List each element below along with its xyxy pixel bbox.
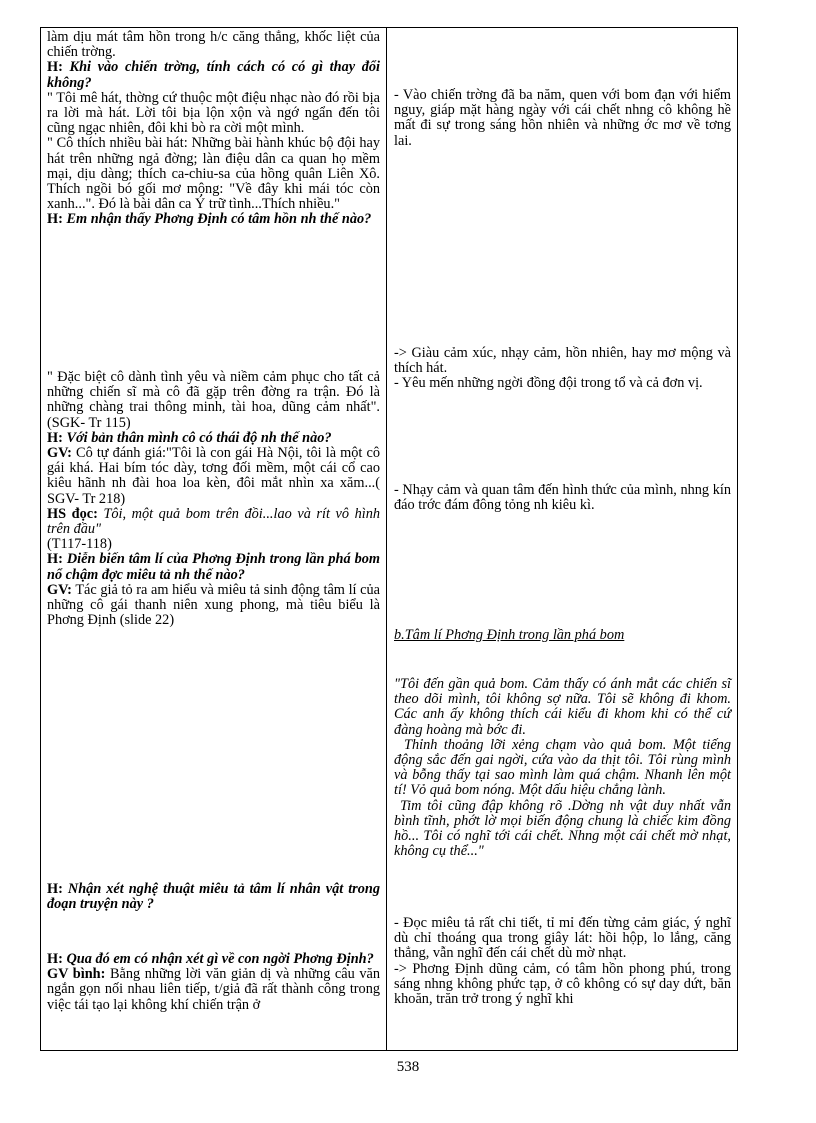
answer-paragraph: - Nhạy cảm và quan tâm đến hình thức của mình, nhng kín đáo trớc đám đông tỏng nh kiêu kì. <box>394 482 731 514</box>
teacher-note <box>47 583 380 629</box>
right-column <box>394 28 731 1050</box>
question-label: H: <box>47 881 63 897</box>
quote-paragraph: Tim tôi cũng đập không rõ .Dờng nh vật duy nhất vẫn bình tĩnh, phớt lờ mọi biến động chung là chiếc kim đồng hồ... Tôi có nghĩ tới cái chết. Nhng một cái chết mờ nhạt, không cụ thể..." <box>394 797 731 860</box>
question-label: H: <box>47 429 63 446</box>
content-table <box>40 27 738 1051</box>
question-text: Em nhận thấy Phơng Định có tâm hồn nh thế nào? <box>66 211 372 228</box>
student-label: HS đọc: <box>47 505 98 522</box>
question-text: Khi vào chiến trờng, tính cách có có gì thay đổi không? <box>47 59 380 91</box>
answer-paragraph: - Vào chiến trờng đã ba năm, quen với bom đạn với hiểm nguy, giáp mặt hàng ngày với cái chết nhng cô không hề mất đi sự trong sáng hồn nhiên và những ớc mơ về tơng lai. <box>394 87 731 149</box>
question-block <box>47 552 380 582</box>
left-paragraph: " Cô thích nhiều bài hát: Những bài hành khúc bộ đội hay hát trên những ngả đờng; làn điệu dân ca quan họ mềm mại, dịu dàng; thích ca-chiu-sa của hồng quân Liên Xô. Thích ngồi bó gối mơ mộng: "Về đây khi mái tóc còn xanh...". Đó là bài dân ca Ý trữ tình...Thích nhiều." <box>47 135 380 213</box>
left-paragraph: " Đặc biệt cô dành tình yêu và niềm cảm phục cho tất cả những chiến sĩ mà cô đã gặp trên đờng ra trận. Đó là những chàng trai thông minh, tài hoa, dũng cảm nhất". (SGK- Tr 115) <box>47 369 380 431</box>
answer-paragraph: -> Phơng Định dũng cảm, có tâm hồn phong phú, trong sáng nhng không phức tạp, ở cô không có sự day dứt, băn khoăn, trăn trở trong ý nghĩ khi <box>394 960 731 1008</box>
left-paragraph: làm dịu mát tâm hồn trong h/c căng thẳng, khốc liệt của chiến trờng. <box>47 29 380 61</box>
student-task <box>47 507 380 537</box>
question-block <box>47 952 380 967</box>
left-paragraph: " Tôi mê hát, thờng cứ thuộc một điệu nhạc nào đó rồi bịa ra lời mà hát. Lời tôi bịa lộn xộn và ngớ ngẩn đến tôi cũng ngạc nhiên, đôi khi bò ra cời một mình. <box>47 89 380 137</box>
question-label: H: <box>47 951 63 967</box>
page-number: 538 <box>396 1059 420 1075</box>
teacher-note <box>47 967 380 1013</box>
question-text: Với bản thân mình cô có thái độ nh thế nào? <box>66 429 332 446</box>
question-text: Diễn biến tâm lí của Phơng Định trong lần phá bom nổ chậm đợc miêu tả nh thế nào? <box>47 551 380 583</box>
teacher-label: GV: <box>47 581 72 598</box>
left-column <box>47 30 380 1050</box>
answer-paragraph: - Đọc miêu tả rất chi tiết, tỉ mỉ đến từng cảm giác, ý nghĩ dù chỉ thoáng qua trong giây lát: hồi hộp, lo lắng, căng thẳng, vẫn nghĩ đến cái chết dù mờ nhạt. <box>394 915 731 962</box>
question-text: Qua đó em có nhận xét gì về con ngời Phơng Định? <box>66 951 374 967</box>
student-text: Tôi, một quả bom trên đồi...lao và rít vô hình trên đầu" <box>47 505 380 538</box>
column-divider <box>386 28 387 1050</box>
teacher-text: Tác giả tỏ ra am hiểu và miêu tả sinh động tâm lí của những cô gái thanh niên xung phong, mà tiêu biểu là Phơng Định (slide 22) <box>47 581 380 629</box>
teacher-label: GV bình: <box>47 966 106 983</box>
question-label: H: <box>47 211 63 228</box>
question-block <box>47 882 380 912</box>
quote-paragraph: Thỉnh thoảng lỡi xẻng chạm vào quả bom. Một tiếng động sắc đến gai ngời, cứa vào da thịt tôi. Tôi rùng mình và bỗng thấy tại sao mình làm quá chậm. Nhanh lên một tí! Vỏ quả bom nóng. Một dấu hiệu chẳng lành. <box>394 736 731 799</box>
teacher-note <box>47 446 380 507</box>
teacher-label: GV: <box>47 445 72 462</box>
question-label: H: <box>47 59 63 76</box>
quote-paragraph: "Tôi đến gần quả bom. Cảm thấy có ánh mắt các chiến sĩ theo dõi mình, tôi không sợ nữa. Tôi sẽ không đi khom. Các anh ấy không thích cái kiểu đi khom khi có thể cứ đàng hoàng mà bớc đi. <box>394 676 731 738</box>
answer-paragraph: - Yêu mến những ngời đồng đội trong tổ và cả đơn vị. <box>394 375 703 392</box>
answer-paragraph: -> Giàu cảm xúc, nhạy cảm, hồn nhiên, hay mơ mộng và thích hát. <box>394 345 731 377</box>
section-title: b.Tâm lí Phơng Định trong lần phá bom <box>394 627 625 643</box>
question-block <box>47 60 380 90</box>
question-block <box>47 212 380 227</box>
page-reference: (T117-118) <box>47 536 112 553</box>
question-text: Nhận xét nghệ thuật miêu tả tâm lí nhân vật trong đoạn truyện này ? <box>47 881 380 913</box>
question-label: H: <box>47 551 63 568</box>
teacher-text: Bằng những lời văn giản dị và những câu văn ngắn gọn nối nhau liên tiếp, t/giả đã rất thành công trong việc tái tạo lại không khí chiến trận ở <box>47 966 380 1013</box>
teacher-text: Cô tự đánh giá:"Tôi là con gái Hà Nội, tôi là một cô gái khá. Hai bím tóc dày, tơng đối mềm, một cái cổ cao kiêu hãnh nh đài hoa loa kèn, đôi mắt nhìn xa xăm...( SGV- Tr 218) <box>47 445 380 507</box>
question-block <box>47 431 380 446</box>
